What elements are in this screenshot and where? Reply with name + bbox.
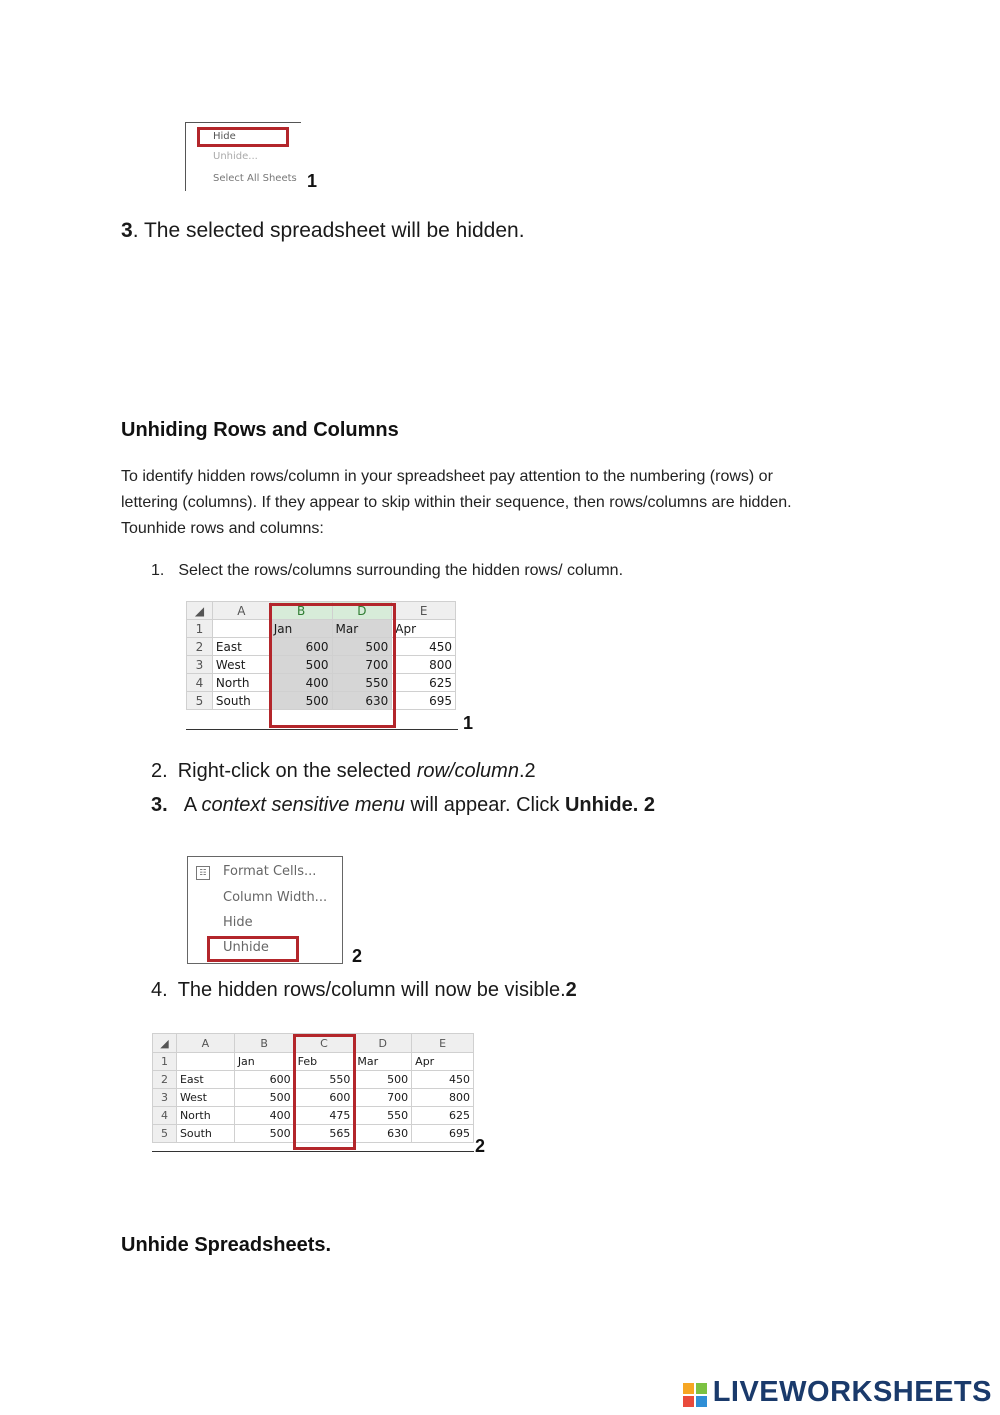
step-1: 1. Select the rows/columns surrounding the hidden rows/ column. bbox=[151, 562, 624, 579]
menu-item-unhide: Unhide... bbox=[213, 151, 258, 162]
liveworksheets-logo[interactable]: LIVEWORKSHEETS bbox=[713, 1376, 992, 1409]
intro-paragraph: To identify hidden rows/column in your spreadsheet pay attention to the numbering (rows) or lettering (columns). If they appear to skip within their sequence, then rows/columns are hidden. Tounhide rows and columns: bbox=[121, 468, 792, 537]
format-cells-icon: ☷ bbox=[196, 866, 210, 880]
menu-item-format-cells: Format Cells... bbox=[223, 864, 317, 879]
figure-label: 1 bbox=[307, 171, 318, 191]
figure-label: 2 bbox=[352, 946, 363, 966]
figure-label: 2 bbox=[475, 1136, 486, 1156]
selection-highlight-box bbox=[269, 603, 396, 728]
menu-item-unhide: Unhide bbox=[223, 940, 269, 955]
section-heading-unhiding-rows-columns: Unhiding Rows and Columns bbox=[121, 419, 399, 441]
sheet-context-menu-image bbox=[185, 122, 301, 191]
section-heading-unhide-spreadsheets: Unhide Spreadsheets. bbox=[121, 1234, 332, 1256]
step-3: 3. A context sensitive menu will appear. Click Unhide. 2 bbox=[151, 794, 655, 816]
unhidden-column-highlight-box bbox=[293, 1034, 356, 1150]
spreadsheet-image-unhidden: ◢ A B C D E 1 Jan Feb Mar Apr 2 East 600 550 500 450 3 West 500 600 700 800 4 North 400 475 550 625 5 South 500 565 630 695 bbox=[152, 1033, 474, 1152]
logo-blocks-icon bbox=[683, 1382, 707, 1406]
highlight-box bbox=[207, 936, 299, 962]
step-2: 2. Right-click on the selected row/column.2 bbox=[151, 760, 536, 782]
step-3-hidden-text: 3. The selected spreadsheet will be hidden. bbox=[121, 219, 525, 242]
column-context-menu-image bbox=[187, 856, 343, 964]
highlight-box bbox=[197, 127, 289, 147]
step-4: 4. The hidden rows/column will now be visible.2 bbox=[151, 979, 577, 1001]
menu-item-select-all-sheets: Select All Sheets bbox=[213, 173, 297, 184]
menu-item-hide: Hide bbox=[223, 915, 253, 930]
figure-label: 1 bbox=[463, 713, 474, 733]
menu-item-column-width: Column Width... bbox=[223, 890, 328, 905]
menu-item-hide: Hide bbox=[213, 131, 236, 142]
spreadsheet-image-selected: ◢ A B D E 1 Jan Mar Apr 2 East 600 500 450 3 West 500 700 800 4 North 400 550 625 5 South 500 630 695 bbox=[186, 601, 458, 730]
